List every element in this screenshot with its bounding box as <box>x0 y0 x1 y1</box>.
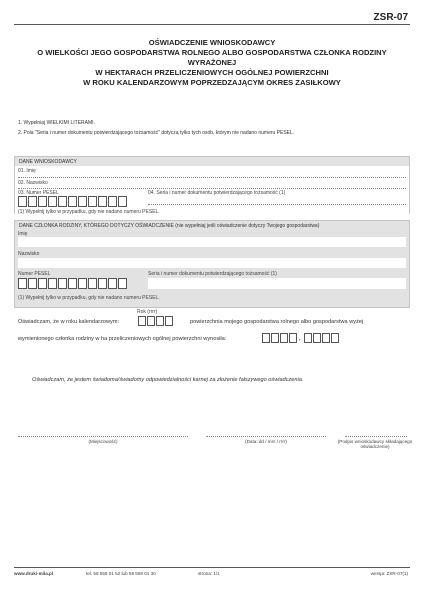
date-caption: (Data: dd / mm / rrrr) <box>245 439 287 444</box>
date-line[interactable] <box>206 436 326 437</box>
instruction-1: 1. Wypełniaj WIELKIMI LITERAMI. <box>18 120 95 126</box>
signature-line[interactable] <box>345 436 407 437</box>
family-member-panel <box>14 220 410 308</box>
family-member-header: DANE CZŁONKA RODZINY, KTÓREGO DOTYCZY OŚWIADCZENIE (nie wypełniaj jeśli oświadczenie dotyczy Twojego gospodarstwa) <box>19 223 320 229</box>
footer-page: strona: 1/1 <box>198 571 220 576</box>
id-document-label: 04. Seria i numer dokumentu potwierdzającego tożsamość (1) <box>148 190 286 196</box>
footer-phone: tel. 58 559 01 52 lub 58 559 01 30 <box>86 571 156 576</box>
pesel-label: 03. Numer PESEL <box>18 190 59 196</box>
declaration-text-2: powierzchnia mojego gospodarstwa rolnego albo gospodarstwa wyżej <box>190 319 364 325</box>
applicant-fields <box>15 166 409 214</box>
place-caption: (Miejscowość) <box>88 439 118 444</box>
year-label: Rok (rrrr) <box>137 309 158 315</box>
first-name-field[interactable] <box>18 177 406 178</box>
area-integer-cells[interactable] <box>262 333 298 343</box>
member-last-name-label: Nazwisko <box>18 251 40 257</box>
pesel-note: (1) Wypełnij tylko w przypadku, gdy nie nadano numeru PESEL. <box>18 209 160 215</box>
form-title <box>14 38 410 88</box>
place-line[interactable] <box>18 436 188 437</box>
title-line: O WIELKOŚCI JEGO GOSPODARSTWA ROLNEGO ALBO GOSPODARSTWA CZŁONKA RODZINY WYRAŻONEJ <box>37 48 387 67</box>
footer-website[interactable]: www.druki-mila.pl <box>14 571 54 576</box>
title-line: W HEKTARACH PRZELICZENIOWYCH OGÓLNEJ POWIERZCHNI <box>95 68 329 77</box>
title-line: OŚWIADCZENIE WNIOSKODAWCY <box>148 38 276 47</box>
applicant-panel <box>14 156 410 214</box>
declaration-text-1: Oświadczam, że w roku kalendarzowym: <box>18 319 120 325</box>
footer-divider <box>14 567 410 568</box>
footer-version: wersja: ZSR-07(1) <box>370 571 408 576</box>
instruction-2: 2. Pola "Seria i numer dokumentu potwierdzającego tożsamość" dotyczą tylko tych osób, którym nie nadano numeru PESEL. <box>18 130 295 136</box>
year-input-cells[interactable] <box>138 316 174 326</box>
member-pesel-cells[interactable] <box>18 278 128 289</box>
form-code: ZSR-07 <box>373 12 408 23</box>
decimal-comma: , <box>299 336 301 342</box>
first-name-label: 01. Imię <box>18 168 36 174</box>
member-pesel-note: (1) Wypełnij tylko w przypadku, gdy nie nadano numeru PESEL. <box>18 295 160 301</box>
member-id-document-label: Seria i numer dokumentu potwierdzającego tożsamość (1) <box>148 271 277 277</box>
top-divider <box>14 24 410 25</box>
title-line: W ROKU KALENDARZOWYM POPRZEDZAJĄCYM OKRES ZASIŁKOWY <box>83 78 341 87</box>
last-name-field[interactable] <box>18 188 406 189</box>
member-first-name-label: Imię <box>18 231 28 237</box>
applicant-header: DANE WNIOSKODAWCY <box>19 159 77 165</box>
liability-statement: Oświadczam, że jestem świadoma/świadomy odpowiedzialności karnej za złożenie fałszywego oświadczenia. <box>32 377 304 383</box>
signature-caption: (Podpis wnioskodawcy składającego oświadczenie) <box>337 439 413 449</box>
area-decimal-cells[interactable] <box>304 333 340 343</box>
member-last-name-input[interactable] <box>18 258 406 268</box>
member-first-name-input[interactable] <box>18 237 406 247</box>
pesel-cells[interactable] <box>18 196 128 207</box>
declaration-text-3: wymienionego członka rodziny w ha przeliczeniowych ogólnej powierzchni wynosiła: <box>18 336 227 342</box>
member-pesel-label: Numer PESEL <box>18 271 51 277</box>
member-id-document-input[interactable] <box>148 278 406 289</box>
last-name-label: 02. Nazwisko <box>18 180 48 186</box>
id-document-field[interactable] <box>148 204 406 205</box>
